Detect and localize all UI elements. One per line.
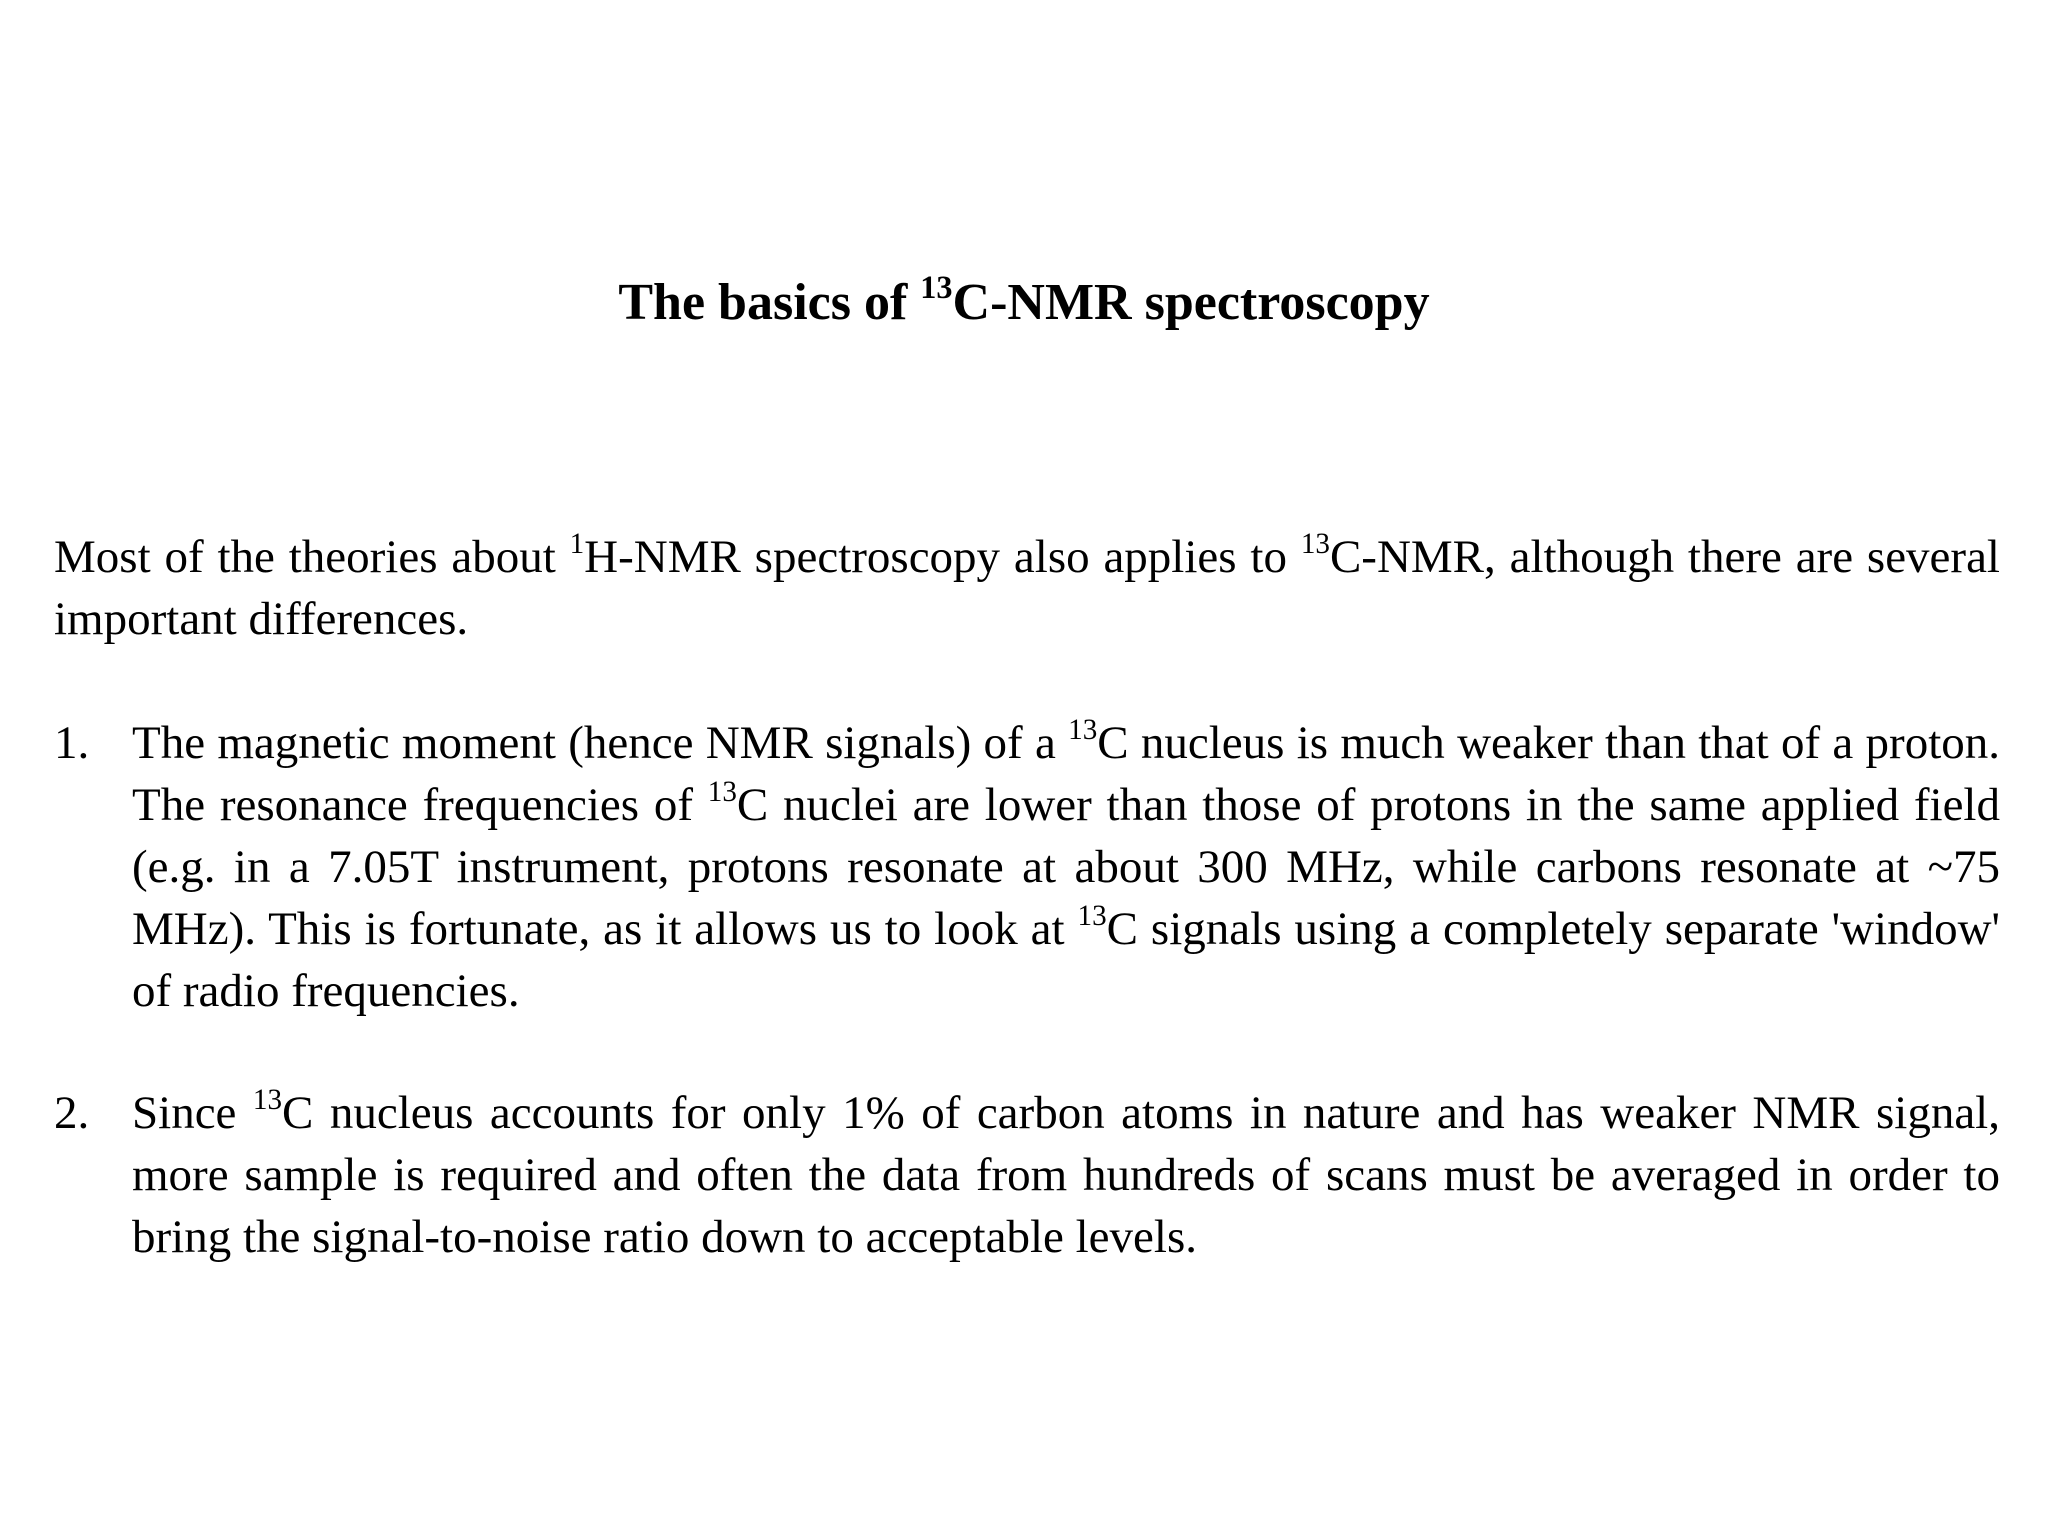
list-item-text: [132, 1082, 2000, 1268]
intro-text-3: C-NMR, although there are several important differences.: [54, 531, 2000, 645]
list-item: [54, 1082, 2000, 1268]
item-1-text-4: C signals using a completely separate 'window' of radio frequencies.: [132, 903, 2000, 1017]
list-item-number: 2.: [54, 1087, 90, 1139]
title-text-end: C-NMR spectroscopy: [952, 274, 1430, 331]
intro-text-1: Most of the theories about: [54, 531, 570, 583]
title-superscript: 13: [920, 269, 953, 306]
page-title: [0, 268, 2048, 338]
list-item-text: [132, 712, 2000, 1022]
item-2-text-1: Since: [132, 1087, 253, 1139]
list-item-number: 1.: [54, 717, 90, 769]
list-item: [54, 712, 2000, 1022]
intro-text-2: H-NMR spectroscopy also applies to: [584, 531, 1301, 583]
item-1-text-1: The magnetic moment (hence NMR signals) of a: [132, 717, 1069, 769]
item-1-text-3: C nuclei are lower than those of protons in the same applied field (e.g. in a 7.05T instrument, protons resonate at about 300 MHz, while carbons resonate at ~75 MHz). This is fortunate, as it allows us to look at: [132, 779, 2000, 955]
item-2-superscript-1: 13: [252, 1084, 283, 1117]
item-2-text-2: C nucleus accounts for only 1% of carbon atoms in nature and has weaker NMR signal, more sample is required and often the data from hundreds of scans must be averaged in order to bring the signal-to-noise ratio down to acceptable levels.: [132, 1087, 2000, 1263]
item-1-superscript-1: 13: [1068, 714, 1098, 747]
intro-paragraph: [54, 526, 2000, 650]
item-1-superscript-2: 13: [707, 776, 737, 809]
intro-superscript-1: 1: [569, 528, 585, 561]
item-1-superscript-3: 13: [1077, 900, 1107, 933]
title-text-start: The basics of: [618, 274, 921, 331]
item-1-text-2: C nucleus is much weaker than that of a proton. The resonance frequencies of: [132, 717, 2001, 831]
intro-superscript-2: 13: [1300, 528, 1330, 561]
